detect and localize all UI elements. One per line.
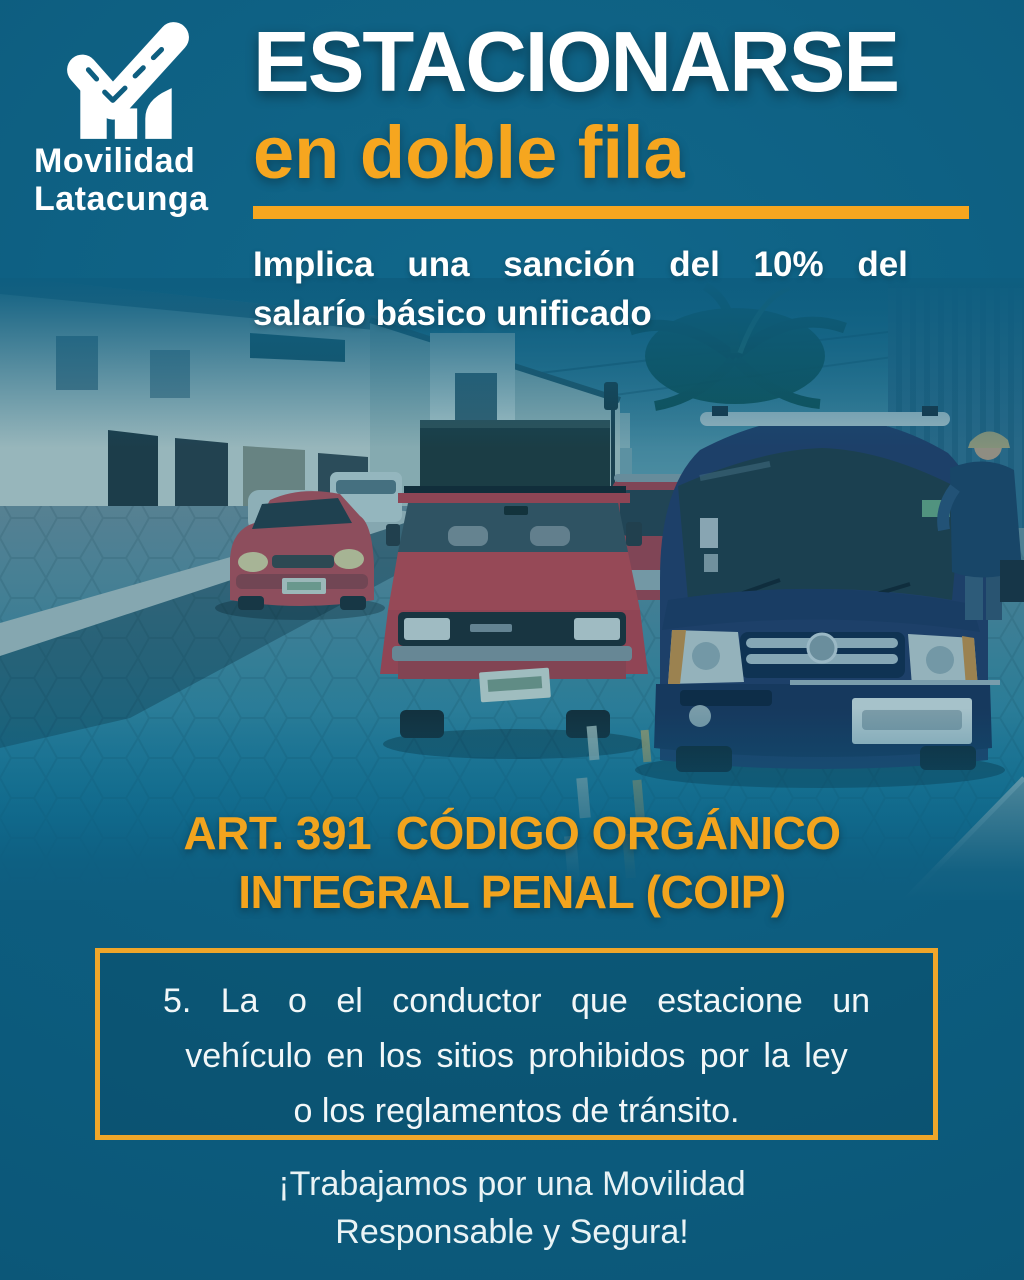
sanction-line2: salarío básico unificado [253,294,652,333]
sanction-text [253,240,993,338]
sanction-line1: Implica una sanción del 10% del [253,245,908,284]
movilidad-logo [34,22,254,216]
footer-message-line1: ¡Trabajamos por una Movilidad [278,1165,746,1203]
article-reference [0,804,1024,922]
footer-message-line2: Responsable y Segura! [335,1213,689,1251]
law-quote-line3: o los reglamentos de tránsito. [293,1092,740,1130]
article-reference-line2: INTEGRAL PENAL (COIP) [238,866,786,918]
brand-name-line1: Movilidad [34,142,196,180]
law-quote-text [100,953,933,1139]
movilidad-logo-icon [60,22,192,140]
article-reference-line1: ART. 391 CÓDIGO ORGÁNICO [183,807,841,859]
brand-name-line2: Latacunga [34,180,209,218]
poster-title: ESTACIONARSE [253,15,899,110]
footer-message [0,1160,1024,1256]
law-quote-line1: 5. La o el conductor que estacione un [162,982,871,1020]
poster-highlight: en doble fila [253,111,685,194]
title-underline [253,206,969,219]
header-block [253,16,993,338]
law-quote-box [95,948,938,1140]
law-quote-line2: vehículo en los sitios prohibidos por la ley [185,1037,848,1075]
